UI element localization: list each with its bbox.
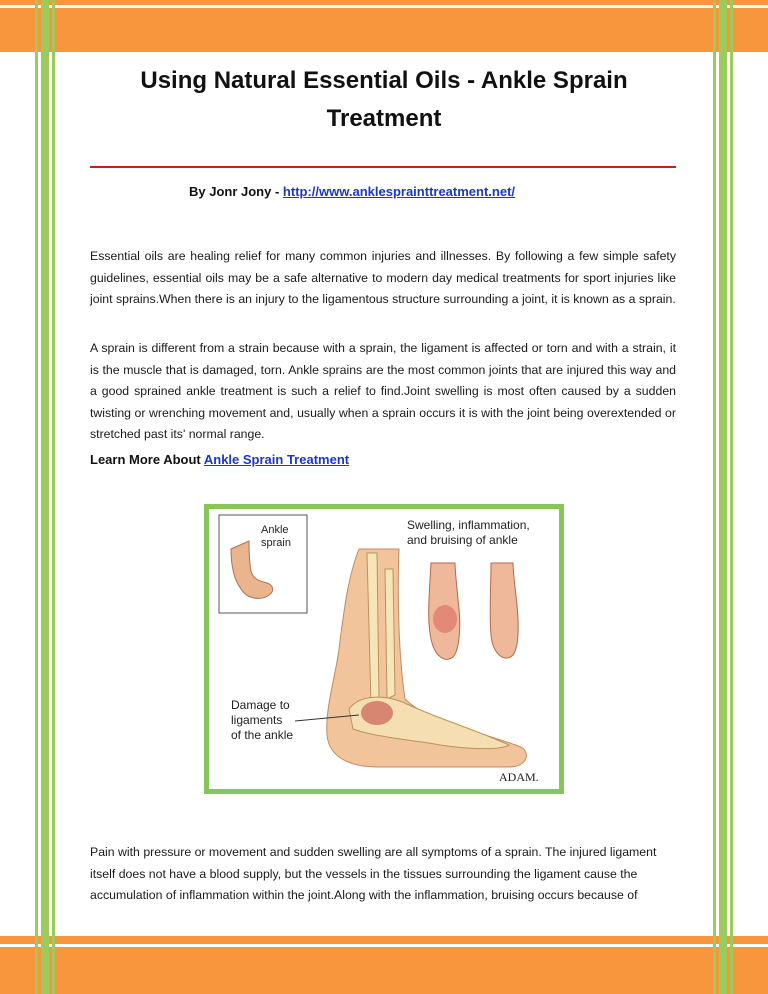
paragraph-1: Essential oils are healing relief for many common injuries and illnesses. By following a few simple safety guidelines, essential oils may be a safe alternative to modern day medical treatments for sport injuries like joint sprains.When there is an injury to the ligamentous structure surrounding a joint, it is known as a sprain.: [90, 249, 676, 306]
byline-author: By Jonr Jony -: [189, 184, 283, 199]
byline-url-link[interactable]: http://www.anklesprainttreatment.net/: [282, 184, 516, 199]
damage-label-1: Damage to: [231, 698, 290, 712]
byline: [189, 184, 515, 199]
paragraph-2: A sprain is different from a strain because with a sprain, the ligament is affected or torn and with a strain, it is the muscle that is damaged, torn. Ankle sprains are the most common joints that are injured this way and a good sprained ankle treatment is such a relief to find.Joint swelling is most often caused by a sudden twisting or wrenching movement and, usually when a sprain occurs it is with the joint being overextended or stretched past its' normal range.: [90, 341, 676, 441]
right-foot-shape: [490, 563, 518, 658]
swelling-label-1: Swelling, inflammation,: [407, 518, 530, 532]
ankle-illustration: [204, 504, 564, 794]
inset-label-2: sprain: [261, 537, 291, 549]
damage-label-3: of the ankle: [231, 728, 294, 742]
learn-more-line: [90, 452, 349, 467]
adam-logo: ADAM.: [499, 770, 539, 784]
learn-more-link[interactable]: Ankle Sprain Treatment: [203, 452, 350, 467]
damaged-ligament: [361, 701, 393, 725]
bruise-left: [433, 605, 457, 633]
inset-label-1: Ankle: [261, 524, 289, 536]
swelling-label-2: and bruising of ankle: [407, 533, 518, 547]
damage-label-2: ligaments: [231, 713, 283, 727]
ankle-illustration-svg: [209, 509, 559, 789]
page-title: Using Natural Essential Oils - Ankle Sprain Treatment: [140, 67, 628, 132]
title-divider: [90, 166, 676, 168]
paragraph-3: Pain with pressure or movement and sudden swelling are all symptoms of a sprain. The injured ligament itself does not have a blood supply, but the vessels in the tissues surrounding the ligament cause the accumulation of inflammation within the joint.Along with the inflammation, bruising occurs because of: [90, 845, 657, 902]
learn-more-prefix: Learn More About: [90, 452, 204, 467]
fibula-bone: [385, 569, 395, 699]
